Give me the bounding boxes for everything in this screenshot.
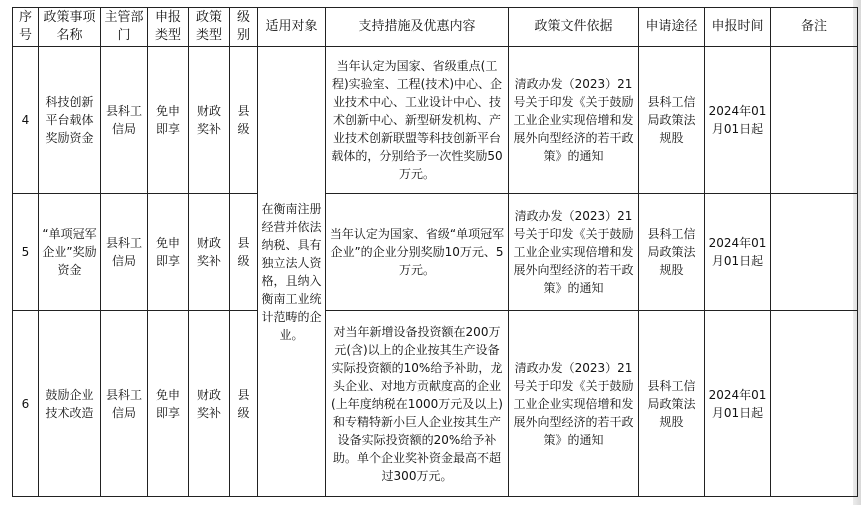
header-department: 主管部门 [101,8,148,47]
row-policy-type: 财政奖补 [189,194,230,311]
row-support: 当年认定为国家、省级“单项冠军企业”的企业分别奖励10万元、5万元。 [326,194,509,311]
row-level: 县级 [230,194,258,311]
row-level: 县级 [230,47,258,194]
row-policy-type: 财政奖补 [189,311,230,497]
header-subject: 适用对象 [258,8,326,47]
row-apply-time: 2024年01月01日起 [705,47,771,194]
row-policy-name: 鼓励企业技术改造 [39,311,101,497]
row-policy-type: 财政奖补 [189,47,230,194]
header-policy-type: 政策类型 [189,8,230,47]
header-apply-type: 申报类型 [148,8,189,47]
row-seq: 5 [13,194,39,311]
header-basis: 政策文件依据 [509,8,639,47]
row-support: 当年认定为国家、省级重点(工程)实验室、工程(技术)中心、企业技术中心、工业设计中心、技术创新中心、新型研发机构、产业技术创新联盟等科技创新平台载体的，分别给予一次性奖励50万元。 [326,47,509,194]
row-remark [771,194,858,311]
policy-table [12,7,858,497]
row-department: 县科工信局 [101,47,148,194]
header-remark: 备注 [771,8,858,47]
table-row [13,311,858,497]
row-apply-time: 2024年01月01日起 [705,194,771,311]
row-apply-type: 免申即享 [148,47,189,194]
row-policy-name: “单项冠军企业”奖励资金 [39,194,101,311]
table-row [13,194,858,311]
row-channel: 县科工信局政策法规股 [639,47,705,194]
header-apply-time: 申报时间 [705,8,771,47]
shared-subject: 在衡南注册经营并依法纳税、具有独立法人资格，且纳入衡南工业统计范畴的企业。 [258,47,326,497]
table-row [13,47,858,194]
row-seq: 6 [13,311,39,497]
row-seq: 4 [13,47,39,194]
row-basis: 清政办发（2023）21号关于印发《关于鼓励工业企业实现倍增和发展外向型经济的若干政策》的通知 [509,311,639,497]
header-level: 级别 [230,8,258,47]
row-support: 对当年新增设备投资额在200万元(含)以上的企业按其生产设备实际投资额的10%给予补助，龙头企业、对地方贡献度高的企业(上年度纳税在1000万元及以上)和专精特新小巨人企业按其生产设备实际投资额的20%给予补助。单个企业奖补资金最高不超过300万元。 [326,311,509,497]
header-support: 支持措施及优惠内容 [326,8,509,47]
header-policy-name: 政策事项名称 [39,8,101,47]
row-remark [771,47,858,194]
row-basis: 清政办发（2023）21号关于印发《关于鼓励工业企业实现倍增和发展外向型经济的若干政策》的通知 [509,194,639,311]
header-channel: 申请途径 [639,8,705,47]
row-channel: 县科工信局政策法规股 [639,194,705,311]
header-row [13,8,858,47]
row-department: 县科工信局 [101,194,148,311]
row-level: 县级 [230,311,258,497]
row-apply-type: 免申即享 [148,194,189,311]
row-department: 县科工信局 [101,311,148,497]
row-remark [771,311,858,497]
header-seq: 序号 [13,8,39,47]
row-apply-time: 2024年01月01日起 [705,311,771,497]
row-channel: 县科工信局政策法规股 [639,311,705,497]
row-apply-type: 免申即享 [148,311,189,497]
row-policy-name: 科技创新平台载体奖励资金 [39,47,101,194]
row-basis: 清政办发（2023）21号关于印发《关于鼓励工业企业实现倍增和发展外向型经济的若干政策》的通知 [509,47,639,194]
